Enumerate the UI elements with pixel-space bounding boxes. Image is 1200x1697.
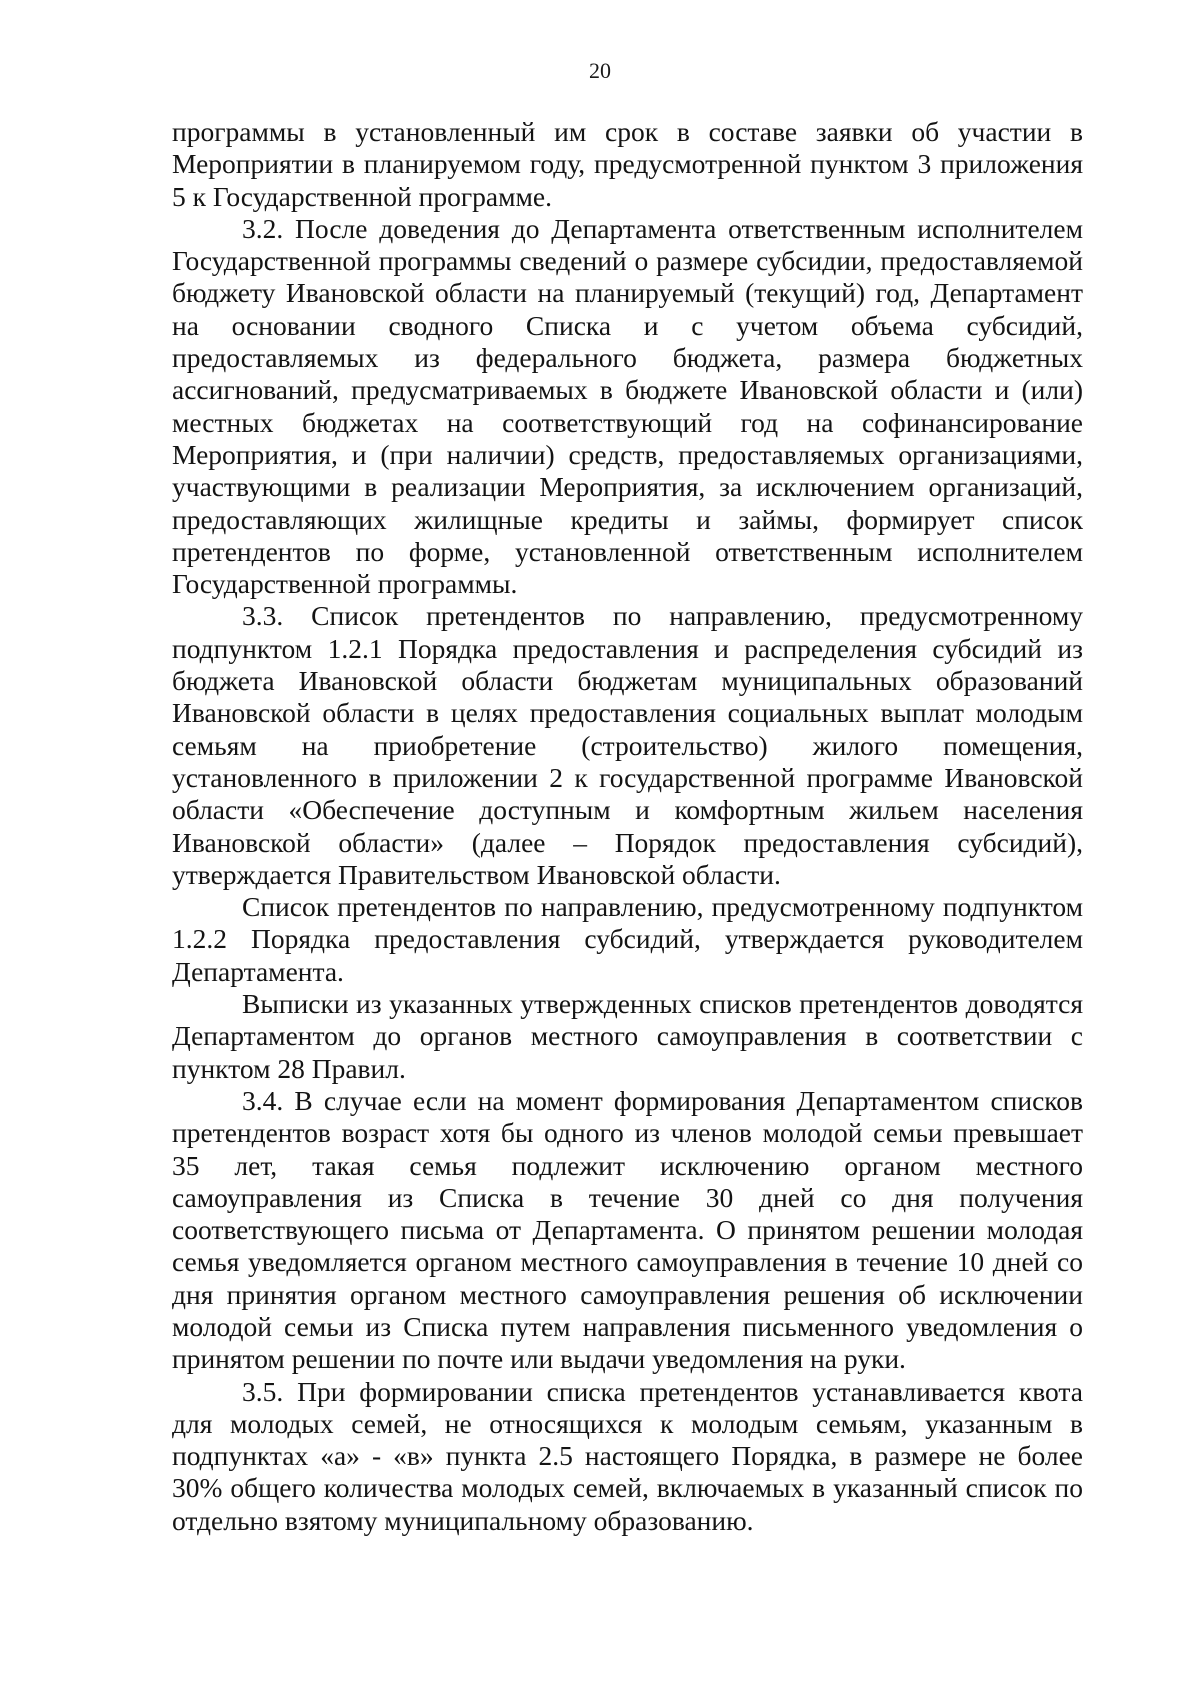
paragraph-extracts: Выписки из указанных утвержденных списков претендентов доводятся Департаментом до органов местного самоуправления в соответствии с пунктом 28 Правил. xyxy=(172,988,1083,1084)
paragraph-list-1-2-2: Список претендентов по направлению, предусмотренному подпунктом 1.2.2 Порядка предоставления субсидий, утверждается руководителем Департамента. xyxy=(172,891,1083,987)
page-number: 20 xyxy=(589,58,611,83)
paragraph-3-3: 3.3. Список претендентов по направлению, предусмотренному подпунктом 1.2.1 Порядка предоставления и распределения субсидий из бюджета Ивановской области бюджетам муниципальных образований Ивановской области в целях предоставления социальных выплат молодым семьям на приобретение (строительство) жилого помещения, установленного в приложении 2 к государственной программе Ивановской области «Обеспечение доступным и комфортным жильем населения Ивановской области» (далее – Порядок предоставления субсидий), утверждается Правительством Ивановской области. xyxy=(172,600,1083,890)
document-body xyxy=(172,116,1083,1537)
paragraph-3-4: 3.4. В случае если на момент формирования Департаментом списков претендентов возраст хотя бы одного из членов молодой семьи превышает 35 лет, такая семья подлежит исключению органом местного самоуправления из Списка в течение 30 дней со дня получения соответствующего письма от Департамента. О принятом решении молодая семья уведомляется органом местного самоуправления в течение 10 дней со дня принятия органом местного самоуправления решения об исключении молодой семьи из Списка путем направления письменного уведомления о принятом решении по почте или выдачи уведомления на руки. xyxy=(172,1084,1083,1375)
paragraph-continuation: программы в установленный им срок в составе заявки об участии в Мероприятии в планируемом году, предусмотренной пунктом 3 приложения 5 к Государственной программе. xyxy=(172,116,1083,212)
paragraph-3-2: 3.2. После доведения до Департамента ответственным исполнителем Государственной программы сведений о размере субсидии, предоставляемой бюджету Ивановской области на планируемый (текущий) год, Департамент на основании сводного Списка и с учетом объема субсидий, предоставляемых из федерального бюджета, размера бюджетных ассигнований, предусматриваемых в бюджете Ивановской области и (или) местных бюджетах на соответствующий год на софинансирование Мероприятия, и (при наличии) средств, предоставляемых организациями, участвующими в реализации Мероприятия, за исключением организаций, предоставляющих жилищные кредиты и займы, формирует список претендентов по форме, установленной ответственным исполнителем Государственной программы. xyxy=(172,212,1083,600)
paragraph-3-5: 3.5. При формировании списка претендентов устанавливается квота для молодых семей, не относящихся к молодым семьям, указанным в подпунктах «а» - «в» пункта 2.5 настоящего Порядка, в размере не более 30% общего количества молодых семей, включаемых в указанный список по отдельно взятому муниципальному образованию. xyxy=(172,1375,1083,1536)
